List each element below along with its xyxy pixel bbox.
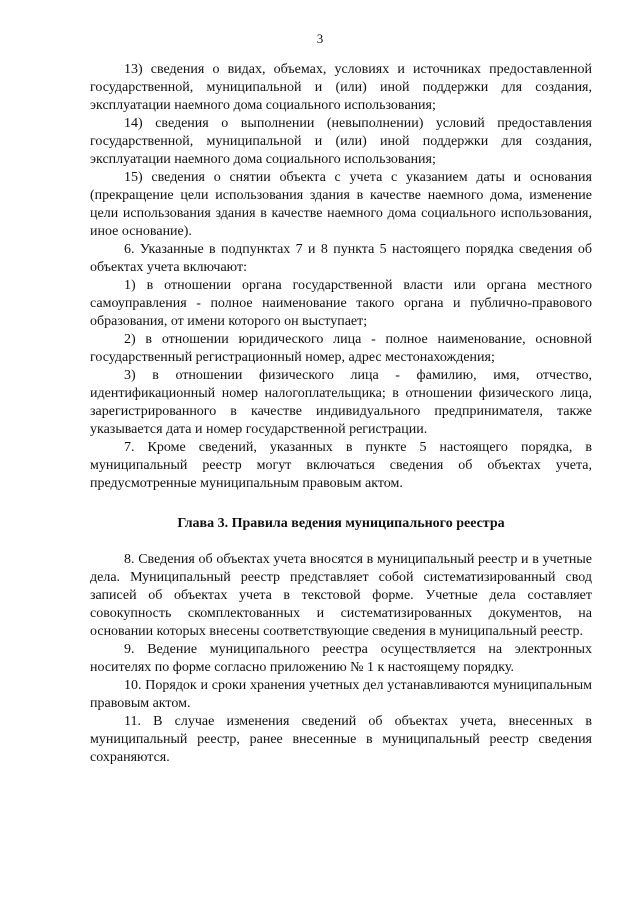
paragraph-item-14: 14) сведения о выполнении (невыполнении) условий предоставления государственной, муниципальной и (или) иной поддержки для создания, эксплуатации наемного дома социального использования;: [90, 116, 592, 167]
paragraph-9: 9. Ведение муниципального реестра осуществляется на электронных носителях по форме согласно приложению № 1 к настоящему порядку.: [90, 642, 592, 675]
document-body: [90, 61, 592, 767]
page-number: 3: [316, 31, 324, 46]
paragraph-6-item-3: 3) в отношении физического лица - фамилию, имя, отчество, идентификационный номер налогоплательщика; в отношении физического лица, зарегистрированного в качестве индивидуального предпринимателя, также указывается дата и номер государственной регистрации.: [90, 368, 592, 437]
paragraph-item-15: 15) сведения о снятии объекта с учета с указанием даты и основания (прекращение цели использования здания в качестве наемного дома, изменение цели использования здания в качестве наемного дома социального использования, иное основание).: [90, 170, 592, 239]
paragraph-8: 8. Сведения об объектах учета вносятся в муниципальный реестр и в учетные дела. Муниципальный реестр представляет собой систематизированный свод записей об объектах учета в текстовой форме. Учетные дела составляет совокупность скомплектованных и систематизированных документов, на основании которых внесены соответствующие сведения в муниципальный реестр.: [90, 552, 592, 639]
paragraph-7: 7. Кроме сведений, указанных в пункте 5 настоящего порядка, в муниципальный реестр могут включаться сведения об объектах учета, предусмотренные муниципальным правовым актом.: [90, 440, 592, 491]
paragraph-6: 6. Указанные в подпунктах 7 и 8 пункта 5 настоящего порядка сведения об объектах учета включают:: [90, 242, 592, 275]
paragraph-6-item-1: 1) в отношении органа государственной власти или органа местного самоуправления - полное наименование такого органа и публично-правового образования, от имени которого он выступает;: [90, 278, 592, 329]
paragraph-10: 10. Порядок и сроки хранения учетных дел устанавливаются муниципальным правовым актом.: [90, 678, 592, 711]
chapter-heading: Глава 3. Правила ведения муниципального реестра: [177, 516, 505, 531]
paragraph-11: 11. В случае изменения сведений об объектах учета, внесенных в муниципальный реестр, ранее внесенные в муниципальный реестр сведения сохраняются.: [90, 714, 592, 765]
paragraph-6-item-2: 2) в отношении юридического лица - полное наименование, основной государственный регистрационный номер, адрес местонахождения;: [90, 332, 592, 365]
paragraph-item-13: 13) сведения о видах, объемах, условиях и источниках предоставленной государственной, муниципальной и (или) иной поддержки для создания, эксплуатации наемного дома социального использования;: [90, 62, 592, 113]
